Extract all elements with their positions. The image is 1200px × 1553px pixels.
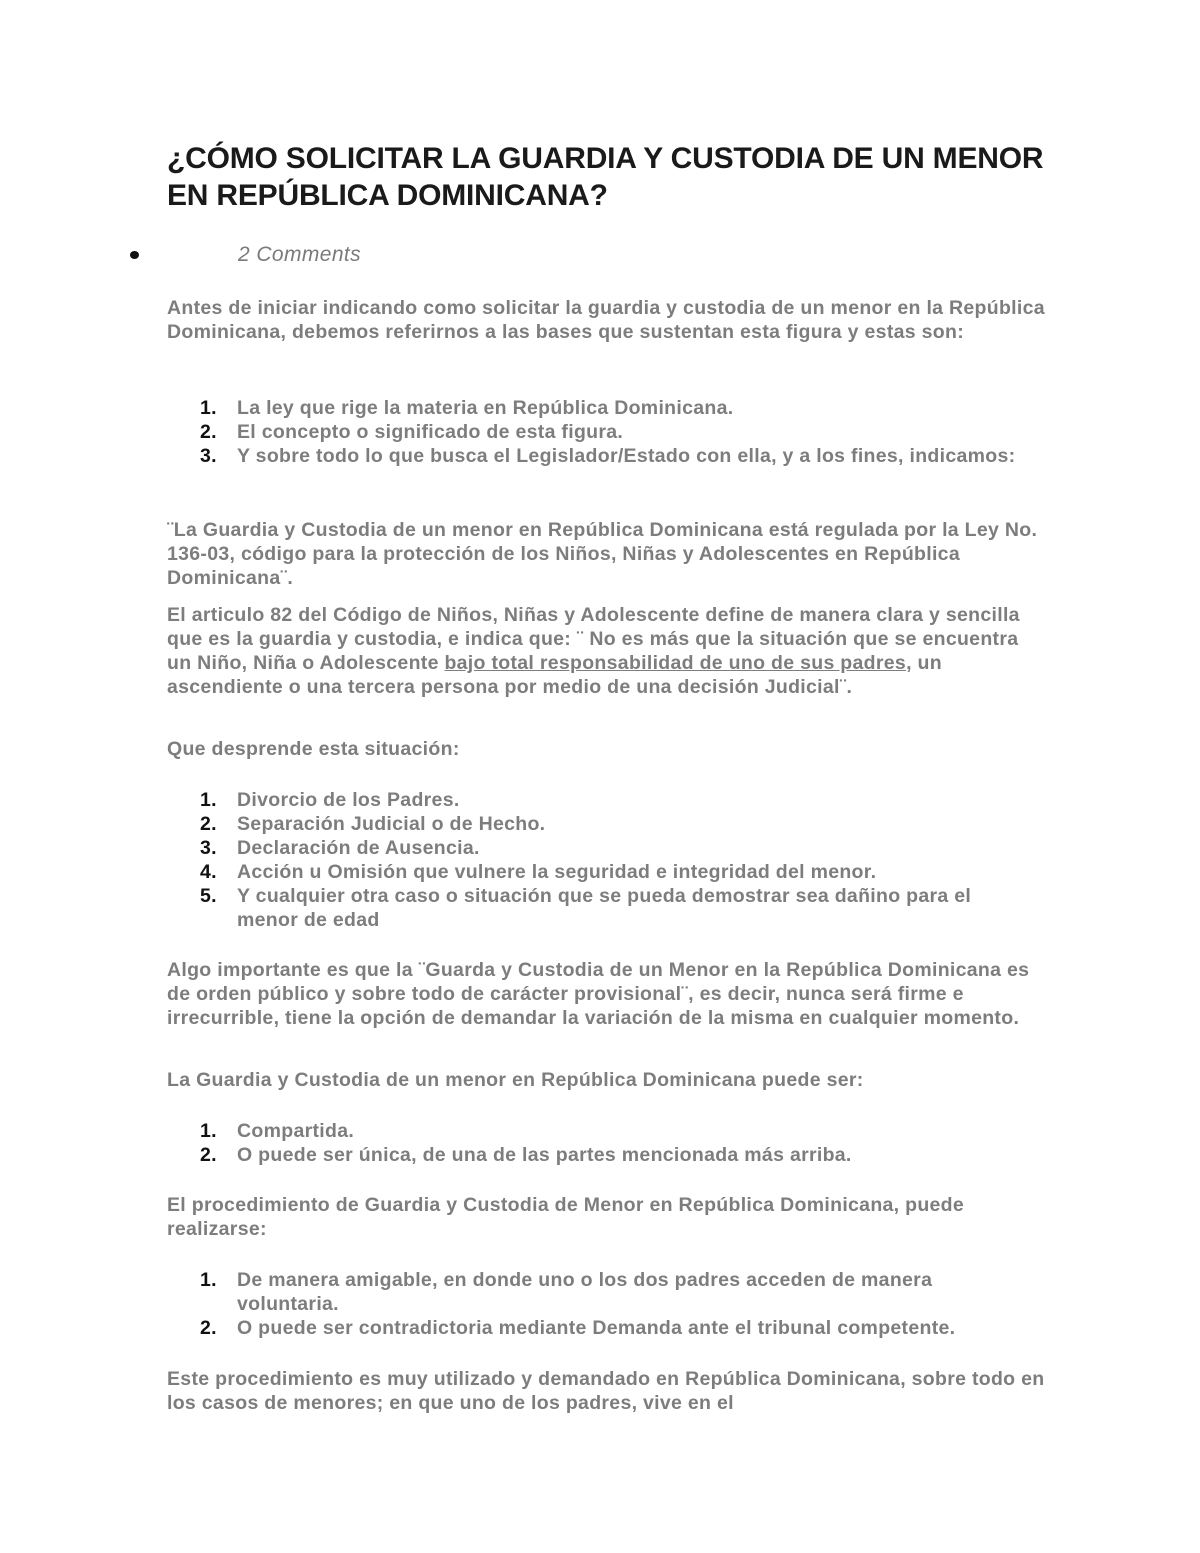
page-title: ¿CÓMO SOLICITAR LA GUARDIA Y CUSTODIA DE UN MENOR EN REPÚBLICA DOMINICANA? <box>167 142 1044 212</box>
list-item: 4. Acción u Omisión que vulnere la seguridad e integridad del menor. <box>200 861 877 883</box>
closing-paragraph: Este procedimiento es muy utilizado y demandado en República Dominicana, sobre todo en los casos de menores; en que uno de los padres, vive en el <box>167 1368 1045 1414</box>
comments-link[interactable]: 2 Comments <box>238 243 362 266</box>
list-item: 1. Divorcio de los Padres. <box>200 789 460 811</box>
list-item: 1. Compartida. <box>200 1120 355 1142</box>
underlined-phrase: bajo total responsabilidad de uno de sus padres <box>444 652 907 674</box>
list-item: 2. Separación Judicial o de Hecho. <box>200 813 546 835</box>
list-item: 1. La ley que rige la materia en República Dominicana. <box>200 397 734 419</box>
list-item: 1. De manera amigable, en donde uno o los dos padres acceden de manera voluntaria. <box>200 1269 933 1315</box>
article-82-paragraph: El articulo 82 del Código de Niños, Niñas y Adolescente define de manera clara y sencilla que es la guardia y custodia, e indica que: ¨ No es más que la situación que se encuentra un Niño, Niña o Adolescente bajo total responsabilidad de uno de sus padres, un ascendiente o una tercera persona por medio de una decisión Judicial¨. <box>167 604 1020 698</box>
law-quote-paragraph: ¨La Guardia y Custodia de un menor en República Dominicana está regulada por la Ley No. 136-03, código para la protección de los Niños, Niñas y Adolescentes en República Dominicana¨. <box>167 519 1038 589</box>
list-item: 2. El concepto o significado de esta figura. <box>200 421 624 443</box>
list-item: 5. Y cualquier otra caso o situación que se pueda demostrar sea dañino para el menor de edad <box>200 885 972 931</box>
list-item: 3. Y sobre todo lo que busca el Legislador/Estado con ella, y a los fines, indicamos: <box>200 445 1016 467</box>
list-item: 3. Declaración de Ausencia. <box>200 837 480 859</box>
intro-paragraph: Antes de iniciar indicando como solicitar la guardia y custodia de un menor en la República Dominicana, debemos referirnos a las bases que sustentan esta figura y estas son: <box>167 297 1045 343</box>
situation-intro: Que desprende esta situación: <box>167 738 460 760</box>
procedure-list <box>167 1268 1027 1340</box>
list-item: 2. O puede ser única, de una de las partes mencionada más arriba. <box>200 1144 852 1166</box>
situations-list <box>167 788 1027 932</box>
list-item: 2. O puede ser contradictoria mediante Demanda ante el tribunal competente. <box>200 1317 956 1339</box>
types-list <box>167 1119 1027 1167</box>
bases-list <box>167 396 1027 468</box>
comments-row <box>128 240 528 270</box>
bullet-icon <box>130 251 139 259</box>
types-intro: La Guardia y Custodia de un menor en República Dominicana puede ser: <box>167 1069 864 1091</box>
procedure-intro: El procedimiento de Guardia y Custodia de Menor en República Dominicana, puede realizarse: <box>167 1194 965 1240</box>
important-paragraph: Algo importante es que la ¨Guarda y Custodia de un Menor en la República Dominicana es de orden público y sobre todo de carácter provisional¨, es decir, nunca será firme e irrecurrible, tiene la opción de demandar la variación de la misma en cualquier momento. <box>167 959 1030 1029</box>
